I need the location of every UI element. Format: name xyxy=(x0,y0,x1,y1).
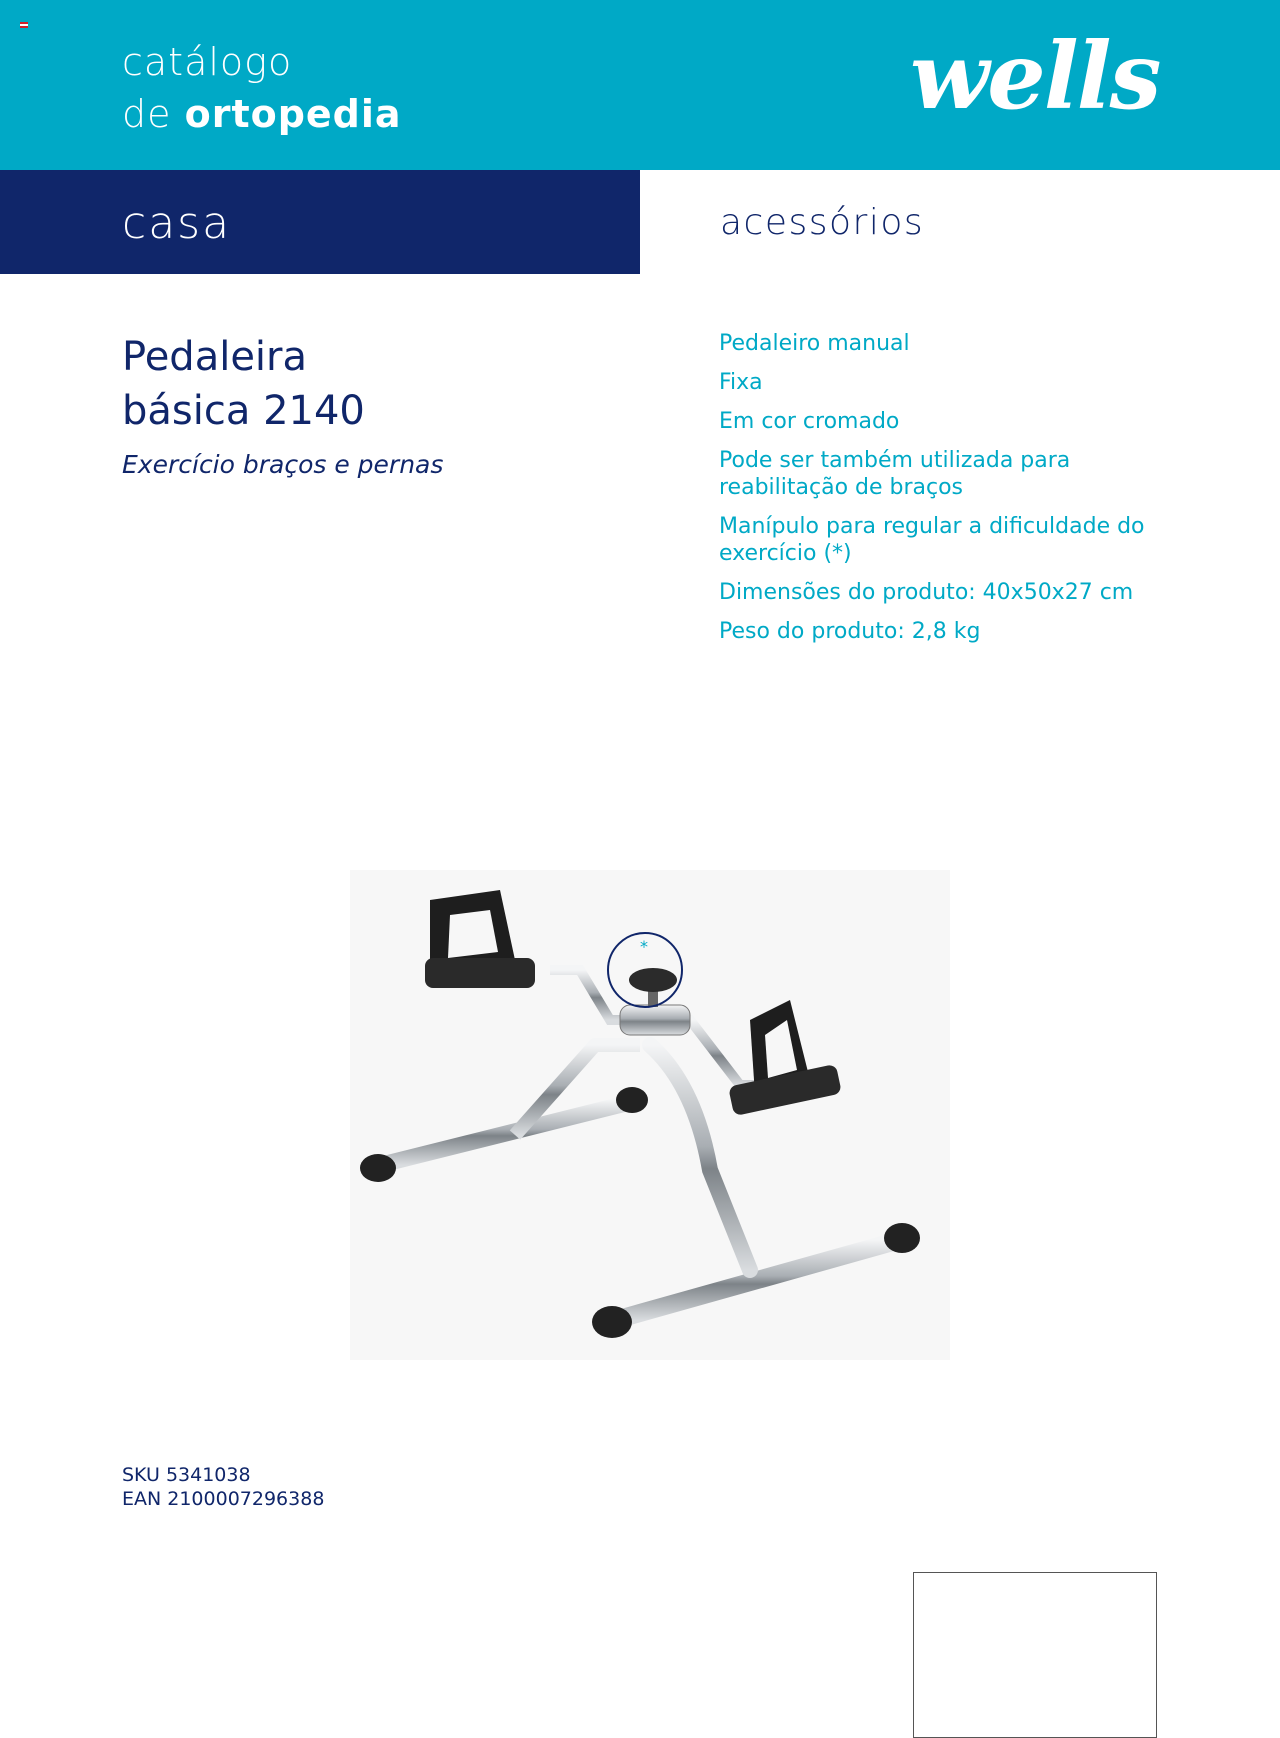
feature-item: Peso do produto: 2,8 kg xyxy=(719,619,981,644)
product-codes xyxy=(122,1463,324,1511)
brand-logo: wells xyxy=(910,22,1160,130)
product-title-line1: Pedaleira xyxy=(122,334,307,380)
empty-price-box xyxy=(913,1572,1157,1738)
ean-code: EAN 2100007296388 xyxy=(122,1488,325,1510)
catalog-title-prefix: de xyxy=(122,92,185,136)
feature-item: Em cor cromado xyxy=(719,409,900,434)
catalog-title-line1: catálogo xyxy=(122,40,293,84)
subsection-label: acessórios xyxy=(720,202,925,243)
feature-item: Manípulo para regular a dificuldade do exercício (*) xyxy=(719,514,1145,566)
feature-item: Fixa xyxy=(719,370,763,395)
flag-icon xyxy=(20,22,28,28)
tension-knob xyxy=(629,968,677,992)
catalog-title-line2 xyxy=(122,92,402,136)
pedal-exerciser-image xyxy=(350,870,950,1360)
end-cap xyxy=(616,1087,648,1113)
product-subtitle: Exercício braços e pernas xyxy=(122,450,444,479)
section-band xyxy=(0,170,640,274)
sku-code: SKU 5341038 xyxy=(122,1464,251,1486)
product-title-line2: básica 2140 xyxy=(122,388,365,434)
callout-marker: * xyxy=(640,937,648,956)
feature-item: Pode ser também utilizada para reabilitação de braços xyxy=(719,448,1071,500)
end-cap xyxy=(360,1154,396,1182)
feature-item: Dimensões do produto: 40x50x27 cm xyxy=(719,580,1134,605)
section-label: casa xyxy=(122,198,232,249)
crank-hub xyxy=(620,1005,690,1035)
product-title xyxy=(122,330,562,438)
catalog-title-bold: ortopedia xyxy=(184,92,402,136)
left-pedal-base xyxy=(425,958,535,988)
feature-item: Pedaleiro manual xyxy=(719,331,910,356)
end-cap xyxy=(592,1306,632,1338)
feature-list xyxy=(719,330,1199,657)
left-pedal-opening xyxy=(448,910,498,958)
end-cap xyxy=(884,1223,920,1253)
